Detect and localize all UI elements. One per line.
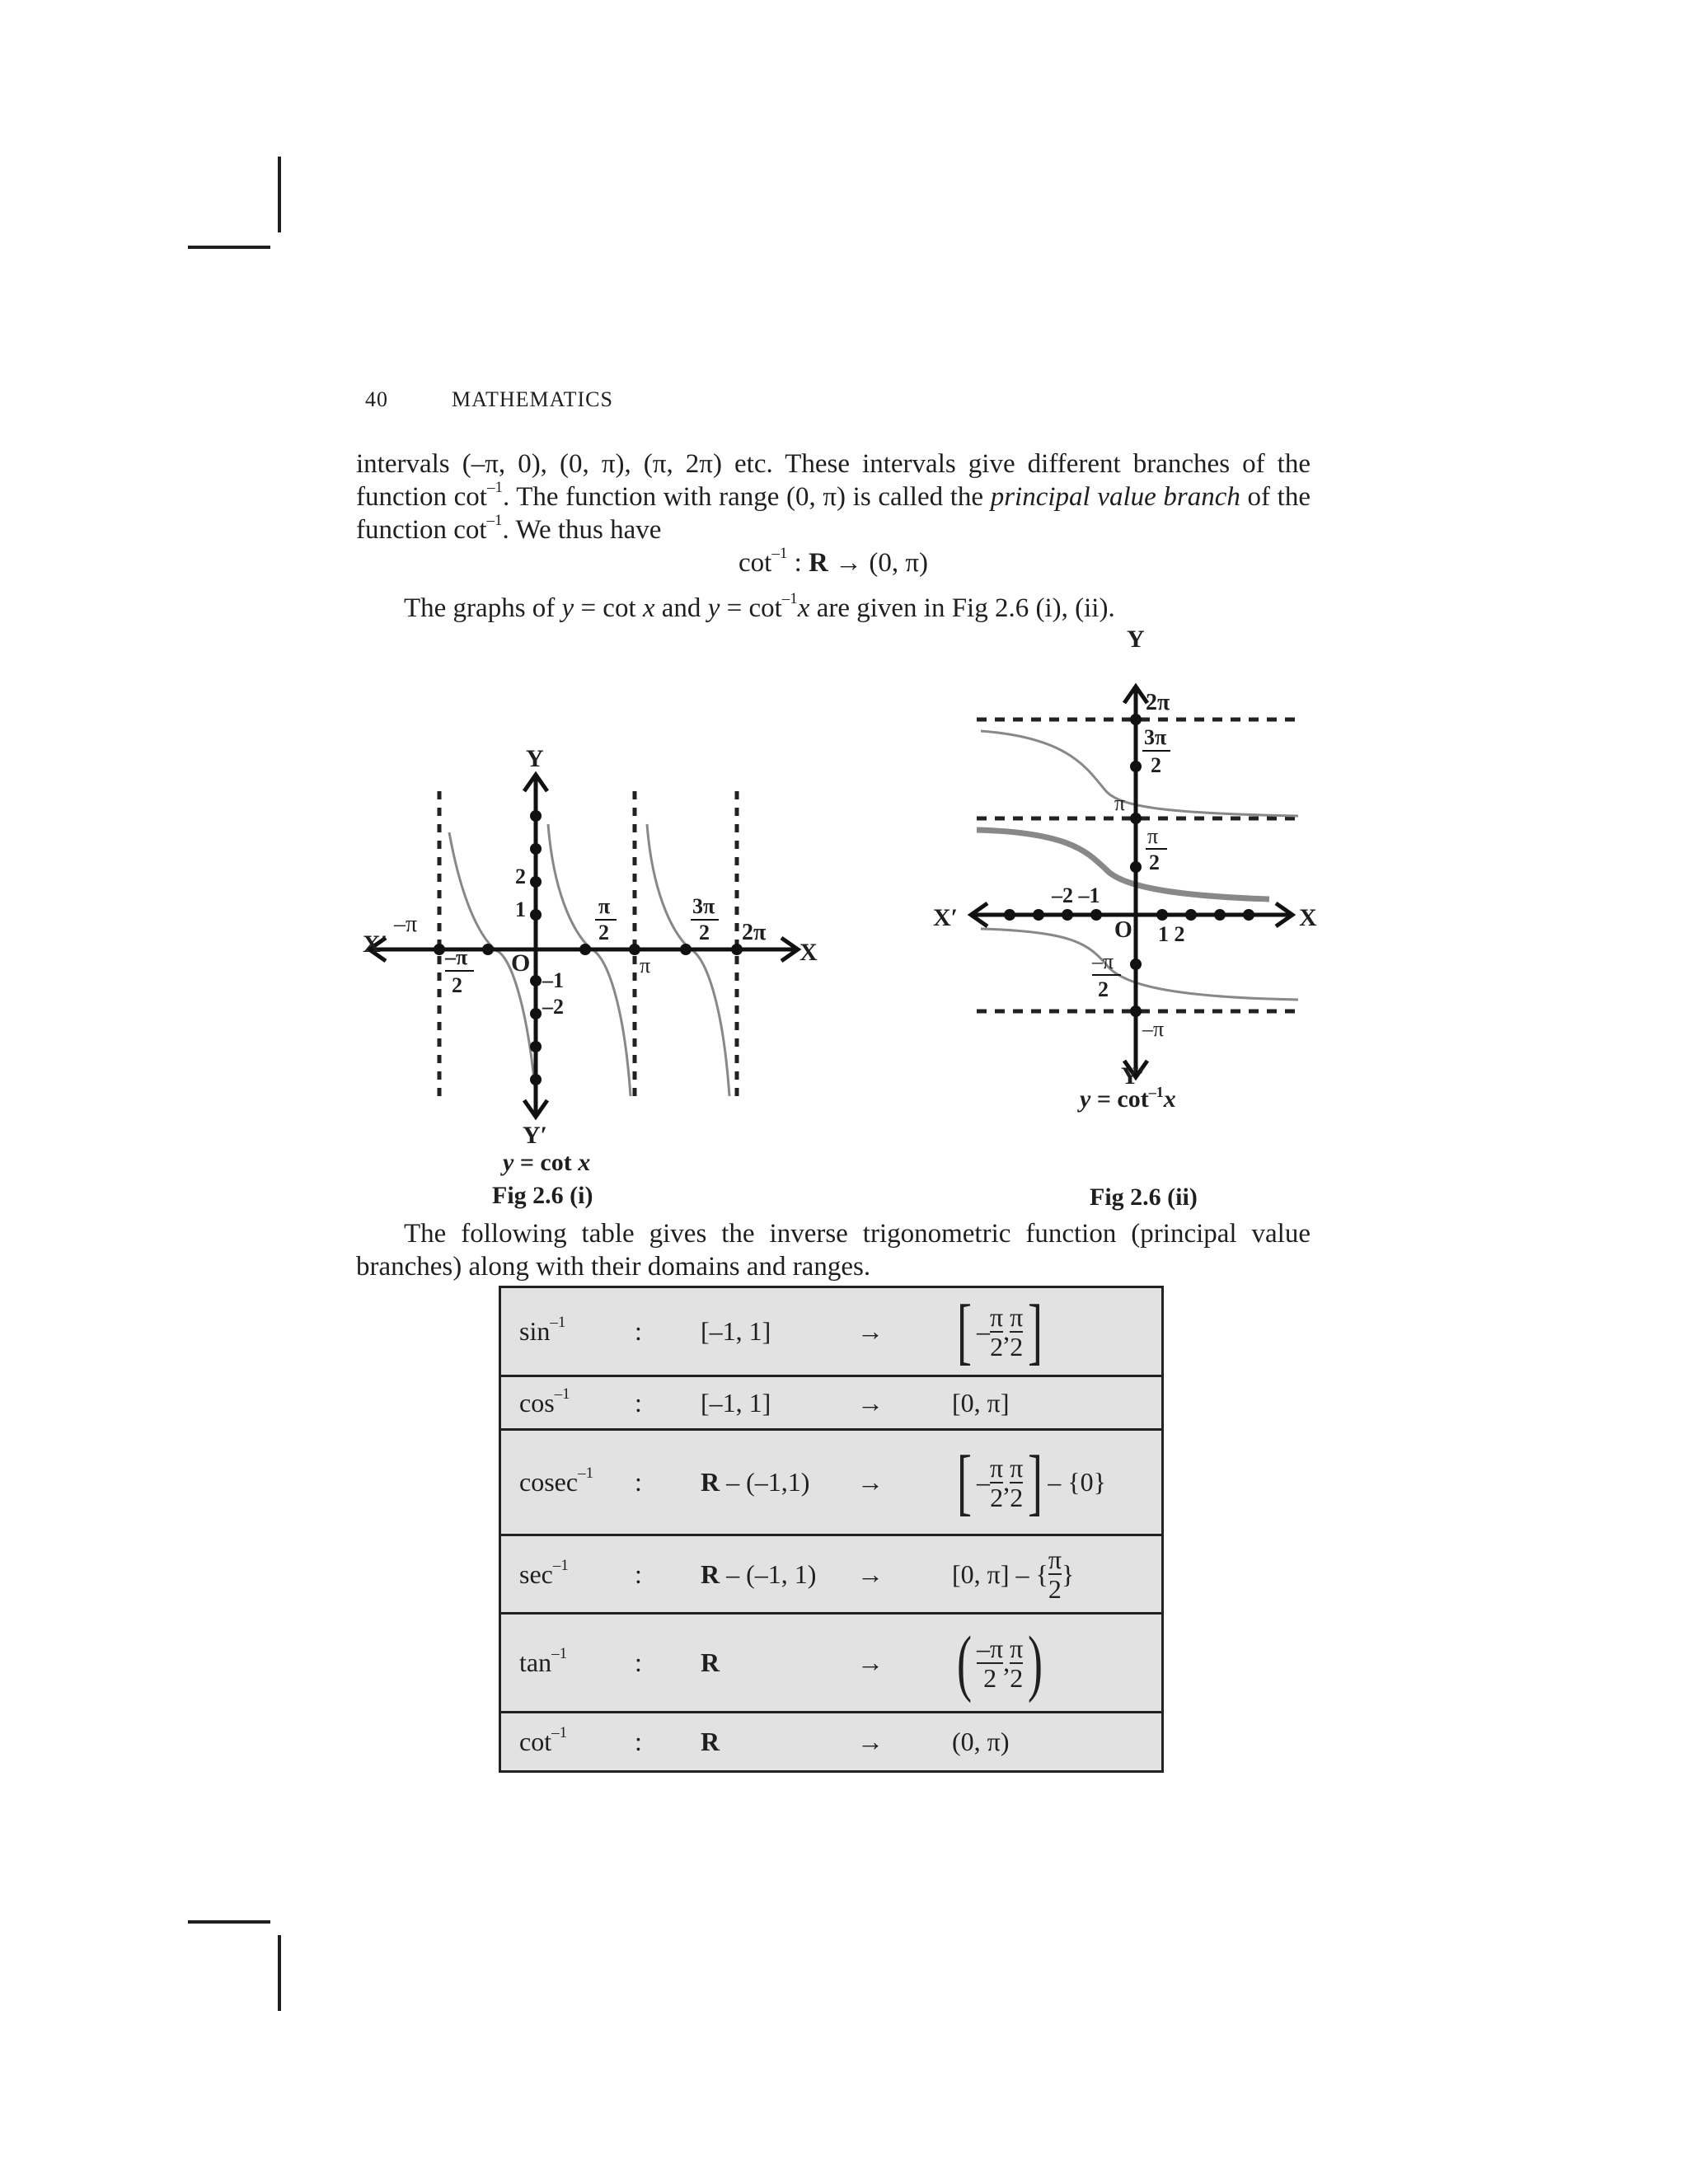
- label-y: Y: [526, 745, 544, 772]
- arrow-cell: →: [857, 1713, 952, 1772]
- label-x-prime: X′: [933, 904, 959, 931]
- table-row: [500, 1376, 1163, 1430]
- colon-cell: :: [635, 1713, 701, 1772]
- intro-paragraph: intervals (–π, 0), (0, π), (π, 2π) etc. These intervals give different branches of the function $\cot^{-1}$. The function with range (0, π) is called the principal value branch of the function $\cot^{-1}$. We thus have: [356, 449, 1311, 545]
- label-three-pi-half-num: 3π: [1144, 725, 1167, 749]
- range-cell: (0, π): [952, 1713, 1163, 1772]
- label-three-pi-half-num: 3π: [692, 894, 715, 918]
- cot-branch-3: [647, 824, 729, 1096]
- label-neg-pi-half-num: –π: [1092, 949, 1114, 973]
- label-neg-pi-half-den: 2: [1098, 977, 1109, 1001]
- label-three-pi-half-den: 2: [1151, 753, 1161, 777]
- label-two-pi: 2π: [742, 920, 767, 945]
- arccot-principal-branch: [977, 830, 1269, 899]
- crop-mark-top-horizontal: [188, 246, 270, 249]
- page-number: 40: [365, 387, 388, 411]
- label-origin: O: [1114, 917, 1132, 943]
- colon-cell: :: [635, 1430, 701, 1535]
- domain-cell: [–1, 1]: [701, 1376, 857, 1430]
- cot-branch-2: [548, 824, 631, 1096]
- label-y-prime: Y′: [1121, 1062, 1146, 1090]
- domain-cell: R – (–1,1): [701, 1430, 857, 1535]
- domain-cell: R – (–1, 1): [701, 1535, 857, 1614]
- label-y-prime: Y′: [523, 1122, 548, 1149]
- label-pi-half-num: π: [598, 894, 611, 918]
- range-cell: ( $\frac{-\pi}{2}$ , $\frac{\pi}{2}$ ): [952, 1614, 1163, 1713]
- label-pi: π: [1114, 791, 1126, 815]
- arrow-cell: →: [857, 1376, 952, 1430]
- table-row: [500, 1430, 1163, 1535]
- fn-cell: $\cos^{-1}$: [500, 1376, 635, 1430]
- colon-cell: :: [635, 1614, 701, 1713]
- figure-arccot-graph: [923, 630, 1352, 1125]
- graphs-sentence: The graphs of y = cot x and $y = \cot^{-1}x$ are given in Fig 2.6 (i), (ii).: [404, 590, 1115, 623]
- fn-cell: $\sec^{-1}$: [500, 1535, 635, 1614]
- label-x: X: [799, 939, 818, 966]
- colon-cell: :: [635, 1376, 701, 1430]
- crop-mark-bottom-vertical: [278, 1935, 281, 2011]
- arccot-upper-branch: [981, 731, 1298, 816]
- arrow-cell: →: [857, 1614, 952, 1713]
- fn-cell: $\tan^{-1}$: [500, 1614, 635, 1713]
- label-neg-pi: –π: [1142, 1017, 1165, 1041]
- table-row: [500, 1614, 1163, 1713]
- arrow-cell: →: [857, 1430, 952, 1535]
- label-neg-two-neg-one: –2 –1: [1052, 883, 1100, 907]
- label-one-two: 1 2: [1158, 922, 1185, 946]
- inverse-trig-table: [499, 1286, 1164, 1773]
- range-cell: [ – $\frac{\pi}{2}$ , $\frac{\pi}{2}$ ] – {0}: [952, 1430, 1163, 1535]
- domain-cell: R: [701, 1713, 857, 1772]
- colon-cell: :: [635, 1287, 701, 1376]
- arrow-cell: →: [857, 1535, 952, 1614]
- table-row: [500, 1535, 1163, 1614]
- domain-cell: [–1, 1]: [701, 1287, 857, 1376]
- fig1-equation: y = cot x: [503, 1149, 591, 1176]
- label-pi: π: [640, 954, 651, 977]
- fig1-caption: Fig 2.6 (i): [492, 1182, 593, 1209]
- fn-cell: $\cot^{-1}$: [500, 1713, 635, 1772]
- label-tick-neg-1: –1: [542, 968, 564, 992]
- label-tick-neg-2: –2: [542, 995, 564, 1019]
- arrow-cell: →: [857, 1287, 952, 1376]
- label-pi-half-den: 2: [1149, 851, 1160, 874]
- label-neg-pi: –π: [394, 912, 418, 937]
- fig2-equation: $y = \cot^{-1}x$: [1080, 1084, 1176, 1113]
- axis-points: [1004, 714, 1254, 1017]
- table-intro-paragraph: The following table gives the inverse trigonometric function (principal value branches) along with their domains and ranges.: [356, 1219, 1311, 1282]
- label-origin: O: [511, 949, 531, 977]
- range-cell: [0, π]: [952, 1376, 1163, 1430]
- crop-mark-bottom-horizontal: [188, 1920, 270, 1924]
- label-three-pi-half-den: 2: [699, 921, 710, 944]
- range-cell: [ – $\frac{\pi}{2}$ , $\frac{\pi}{2}$ ]: [952, 1287, 1163, 1376]
- cot-inverse-definition: $\cot^{-1}$ : R → (0, π): [738, 545, 928, 578]
- fn-cell: $\sin^{-1}$: [500, 1287, 635, 1376]
- figure-cot-graph: [346, 733, 857, 1195]
- table-row: [500, 1287, 1163, 1376]
- fig2-caption: Fig 2.6 (ii): [1090, 1183, 1198, 1211]
- label-pi-half-den: 2: [598, 921, 609, 944]
- colon-cell: :: [635, 1535, 701, 1614]
- fn-cell: cosec$^{-1}$: [500, 1430, 635, 1535]
- label-pi-half-num: π: [1147, 824, 1159, 848]
- label-x-prime: X′: [363, 930, 388, 958]
- label-tick-2: 2: [515, 865, 526, 888]
- domain-cell: R: [701, 1614, 857, 1713]
- label-neg-pi-half-den: 2: [452, 973, 462, 997]
- crop-mark-top-vertical: [278, 157, 281, 232]
- label-tick-1: 1: [515, 898, 526, 921]
- label-x: X: [1299, 904, 1317, 931]
- range-cell: [0, π] – { $\frac{\pi}{2}$ }: [952, 1535, 1163, 1614]
- running-title: MATHEMATICS: [452, 387, 613, 411]
- label-two-pi: 2π: [1146, 690, 1170, 715]
- table-row: [500, 1713, 1163, 1772]
- label-y: Y: [1127, 630, 1145, 653]
- label-neg-pi-half-num: –π: [445, 945, 468, 969]
